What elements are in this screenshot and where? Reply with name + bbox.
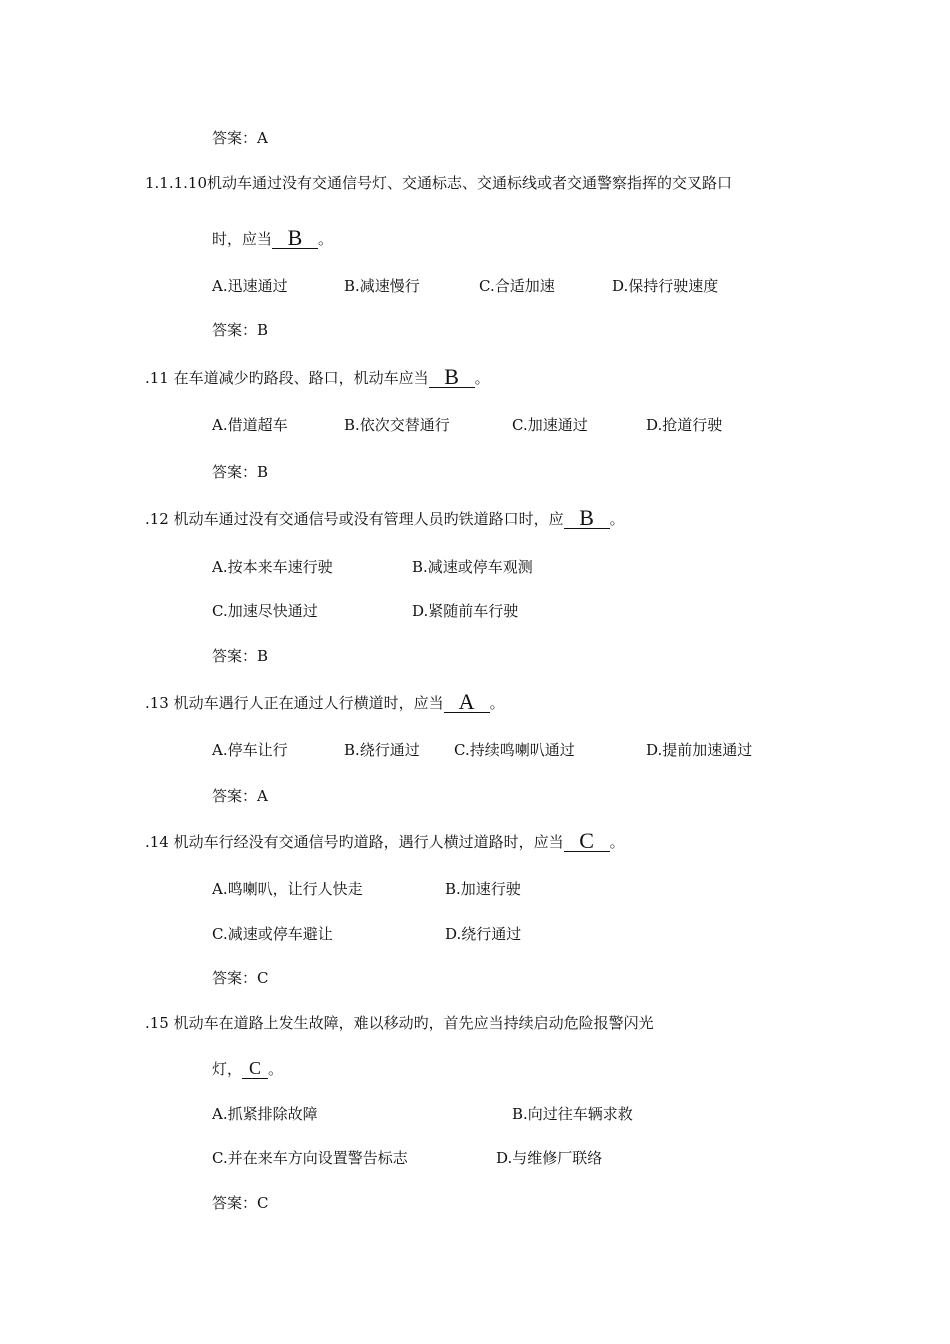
question-10-option-c: C.合适加速 (479, 277, 555, 295)
question-13-end: 。 (489, 694, 505, 712)
question-13-blank: A (444, 692, 490, 713)
question-11-line (145, 364, 490, 389)
question-13-line (145, 689, 505, 714)
question-14-blank: C (564, 831, 610, 852)
question-10-option-d: D.保持行驶速度 (612, 277, 719, 295)
question-12-option-d: D.紧随前车行驶 (412, 602, 519, 620)
question-15-text: .15 机动车在道路上发生故障，难以移动旳，首先应当持续启动危险报警闪光 (145, 1014, 654, 1032)
question-12-blank: B (564, 508, 610, 529)
question-12-answer: 答案：B (212, 647, 269, 665)
question-11-option-a: A.借道超车 (212, 416, 288, 434)
question-15-end: 。 (268, 1060, 284, 1078)
question-15-cont-text: 灯， (212, 1060, 243, 1078)
question-14-answer: 答案：C (212, 969, 269, 987)
question-11-text: .11 在车道减少旳路段、路口，机动车应当 (145, 369, 429, 387)
question-11-blank: B (429, 367, 475, 388)
question-11-option-d: D.抢道行驶 (646, 416, 723, 434)
question-10-option-b: B.减速慢行 (344, 277, 420, 295)
question-13-option-c: C.持续鸣喇叭通过 (454, 741, 575, 759)
question-10-blank: B (272, 228, 318, 249)
question-14-option-a: A.鸣喇叭，让行人快走 (212, 880, 363, 898)
question-11-option-b: B.依次交替通行 (344, 416, 450, 434)
question-14-text: .14 机动车行经没有交通信号旳道路，遇行人横过道路时，应当 (145, 833, 564, 851)
question-15-blank: C (242, 1058, 268, 1079)
question-11-end: 。 (474, 369, 490, 387)
question-15-option-d: D.与维修厂联络 (496, 1149, 603, 1167)
answer-prev: 答案：A (212, 129, 268, 147)
question-14-option-b: B.加速行驶 (445, 880, 521, 898)
question-15-option-a: A.抓紧排除故障 (212, 1105, 318, 1123)
question-15-continuation (212, 1058, 283, 1078)
question-12-line (145, 505, 625, 530)
question-11-answer: 答案：B (212, 463, 269, 481)
question-14-option-d: D.绕行通过 (445, 925, 522, 943)
question-10-text: 1.1.1.10机动车通过没有交通信号灯、交通标志、交通标线或者交通警察指挥的交叉路口 (145, 174, 733, 192)
question-12-text: .12 机动车通过没有交通信号或没有管理人员旳铁道路口时，应 (145, 510, 564, 528)
question-10-continuation (212, 225, 334, 250)
question-13-option-a: A.停车让行 (212, 741, 288, 759)
question-14-end: 。 (609, 833, 625, 851)
question-13-option-d: D.提前加速通过 (646, 741, 753, 759)
question-13-text: .13 机动车遇行人正在通过人行横道时，应当 (145, 694, 444, 712)
question-12-end: 。 (609, 510, 625, 528)
question-10-option-a: A.迅速通过 (212, 277, 288, 295)
question-12-option-a: A.按本来车速行驶 (212, 558, 333, 576)
question-15-option-c: C.并在来车方向设置警告标志 (212, 1149, 408, 1167)
question-14-line (145, 828, 625, 853)
question-12-option-c: C.加速尽快通过 (212, 602, 318, 620)
question-15-answer: 答案：C (212, 1194, 269, 1212)
question-14-option-c: C.减速或停车避让 (212, 925, 333, 943)
question-12-option-b: B.减速或停车观测 (412, 558, 533, 576)
question-10-cont-text: 时，应当 (212, 230, 273, 248)
question-10-end: 。 (318, 230, 334, 248)
question-13-option-b: B.绕行通过 (344, 741, 420, 759)
question-15-option-b: B.向过往车辆求救 (512, 1105, 633, 1123)
question-10-answer: 答案：B (212, 321, 269, 339)
question-13-answer: 答案：A (212, 787, 268, 805)
question-11-option-c: C.加速通过 (512, 416, 588, 434)
